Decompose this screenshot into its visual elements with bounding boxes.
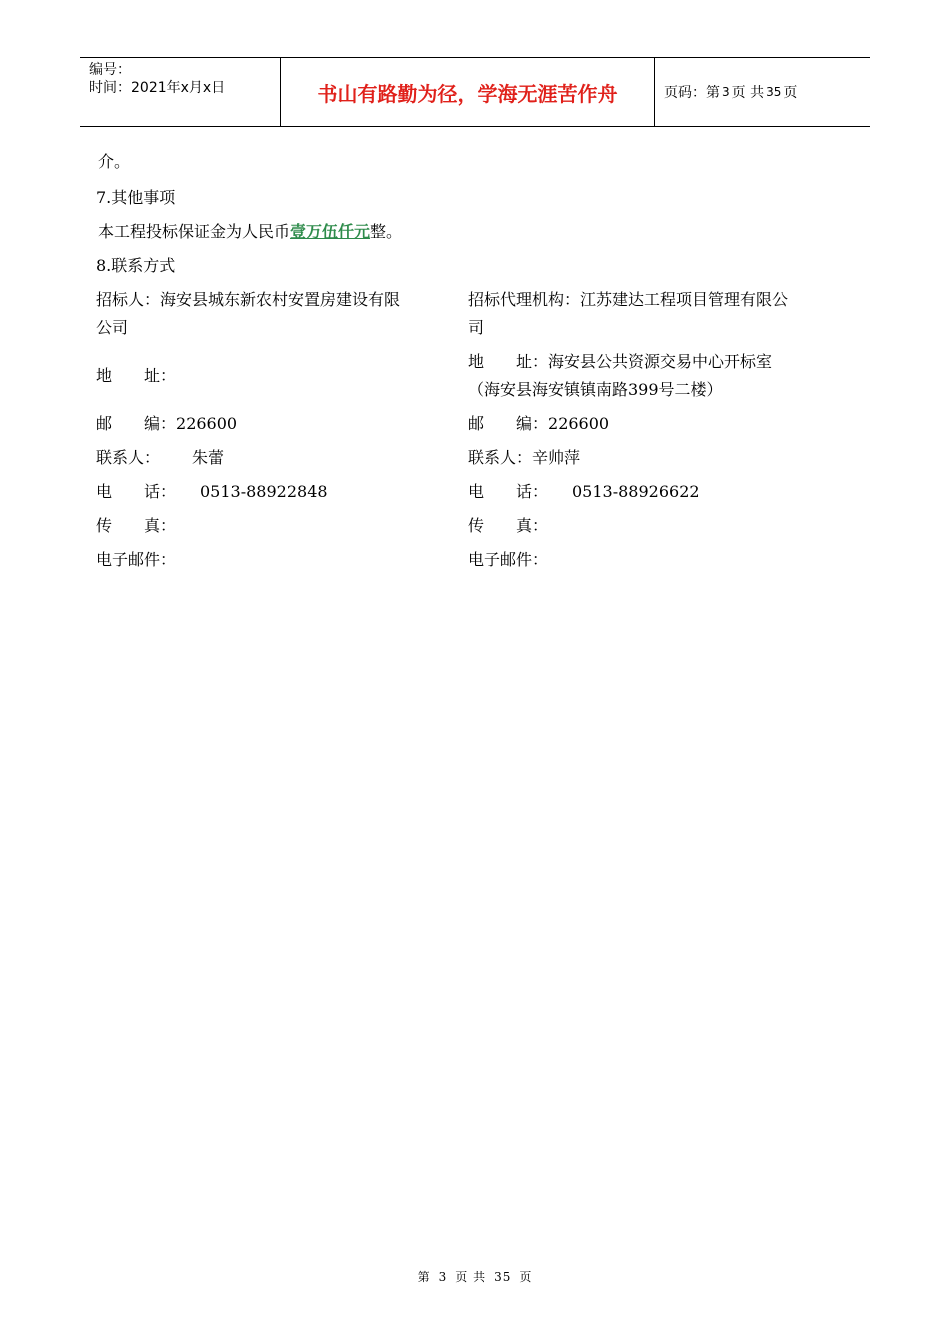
- footer-pre: 第: [417, 1270, 431, 1284]
- agency-address-line2: （海安县海安镇镇南路399号二楼）: [468, 380, 723, 399]
- tenderer-person-label: 联系人：: [96, 448, 161, 467]
- agency-postcode-label: 邮 编：: [468, 414, 549, 433]
- section-heading-contact: 8.联系方式: [96, 256, 176, 275]
- footer-post: 页: [519, 1270, 533, 1284]
- agency-contact-person: [468, 444, 580, 472]
- footer-mid: 页 共: [455, 1270, 487, 1284]
- agency-org-line1: 招标代理机构：江苏建达工程项目管理有限公: [468, 290, 789, 309]
- agency-phone: [468, 478, 700, 506]
- agency-phone-label: 电 话：: [468, 482, 549, 501]
- page-header: [80, 57, 870, 127]
- tenderer-address-label: 地 址：: [96, 366, 177, 385]
- tenderer-fax: [96, 512, 176, 540]
- tenderer-person-value: 朱蕾: [192, 448, 225, 467]
- tenderer-address: [96, 362, 176, 390]
- footer-current: 3: [438, 1270, 448, 1284]
- page-footer: [0, 1268, 950, 1285]
- tenderer-phone: [96, 478, 328, 506]
- tenderer-fax-label: 传 真：: [96, 516, 177, 535]
- page-current: 3: [722, 85, 730, 99]
- agency-address-label: 地 址：: [468, 352, 549, 371]
- header-motto: 书山有路勤为径，学海无涯苦作舟: [281, 58, 655, 126]
- tenderer-postcode-label: 邮 编：: [96, 414, 177, 433]
- tenderer-email: [96, 546, 176, 574]
- tenderer-phone-value: 0513-88922848: [200, 482, 328, 501]
- footer-total: 35: [494, 1270, 512, 1284]
- tenderer-org: [96, 286, 400, 342]
- continued-text: 介。: [98, 152, 131, 171]
- agency-person-value: 辛帅萍: [532, 448, 581, 467]
- deposit-amount: 壹万伍仟元: [290, 222, 371, 241]
- page-total: 35: [766, 85, 782, 99]
- tenderer-phone-label: 电 话：: [96, 482, 177, 501]
- agency-org-line2: 司: [468, 318, 485, 337]
- deposit-suffix: 整。: [370, 222, 403, 241]
- agency-postcode-value: 226600: [548, 414, 610, 433]
- page-prefix: 页码：第: [664, 85, 720, 101]
- agency-fax-label: 传 真：: [468, 516, 549, 535]
- agency-address-line1: 海安县公共资源交易中心开标室: [548, 352, 773, 371]
- agency-person-label: 联系人：: [468, 448, 533, 467]
- tenderer-org-line1: 招标人：海安县城东新农村安置房建设有限: [96, 290, 401, 309]
- doc-number-label: 编号：: [89, 62, 131, 78]
- agency-email: [468, 546, 548, 574]
- header-meta: [80, 58, 281, 126]
- page-mid: 页 共: [731, 85, 765, 101]
- header-page-number: [655, 58, 870, 126]
- section-heading-other: 7.其他事项: [96, 188, 176, 207]
- tenderer-email-label: 电子邮件：: [96, 550, 177, 569]
- agency-address: [468, 348, 772, 404]
- deposit-paragraph: [98, 218, 402, 246]
- tenderer-org-line2: 公司: [96, 318, 129, 337]
- tenderer-postcode: [96, 410, 237, 438]
- agency-fax: [468, 512, 548, 540]
- tenderer-postcode-value: 226600: [176, 414, 238, 433]
- agency-org: [468, 286, 788, 342]
- agency-phone-value: 0513-88926622: [572, 482, 700, 501]
- agency-postcode: [468, 410, 609, 438]
- deposit-prefix: 本工程投标保证金为人民币: [98, 222, 291, 241]
- page-suffix: 页: [783, 85, 798, 101]
- doc-time: 时间：2021年x月x日: [89, 80, 226, 96]
- tenderer-contact-person: [96, 444, 224, 472]
- agency-email-label: 电子邮件：: [468, 550, 549, 569]
